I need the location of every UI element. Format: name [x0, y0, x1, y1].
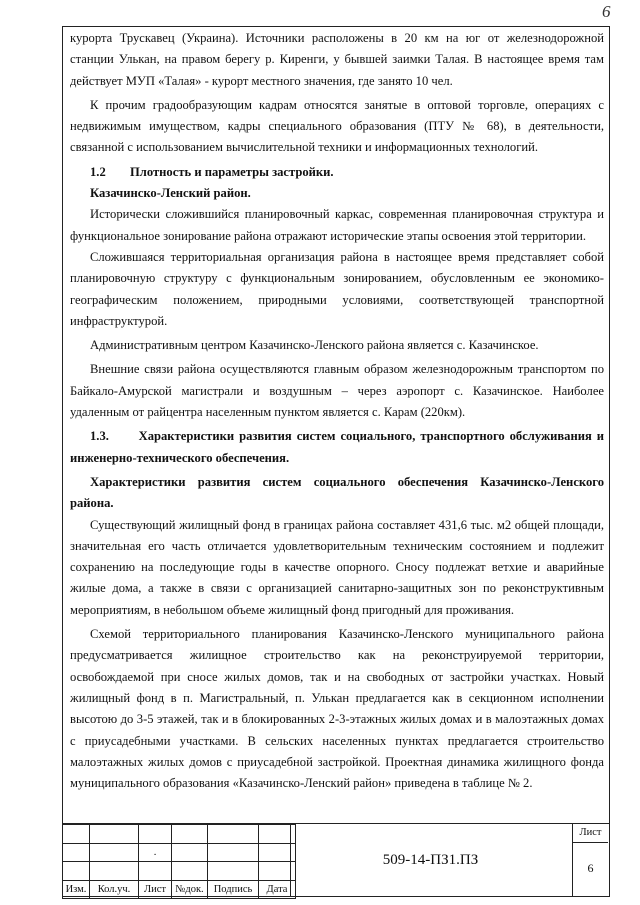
sheet-box — [572, 824, 608, 896]
paragraph-other-staff: К прочим градообразующим кадрам относятся занятые в оптовой торговле, операциях с недвижимым имуществом, кадры специального образования (ПТУ № 68), в деятельности, связанной с использованием вычислительной техники и информационных технологий. — [70, 97, 604, 155]
paragraph-admin-center: Административным центром Казачинско-Ленского района является с. Казачинское. — [90, 338, 539, 353]
section-title: Характеристики развития систем социального, транспортного обслуживания и инженерно-технического обеспечения. — [70, 429, 604, 465]
section-heading-1-2 — [70, 162, 604, 183]
section-number: 1.3. — [90, 429, 109, 444]
paragraph-external-links: Внешние связи района осуществляются главным образом железнодорожным транспортом по Байкало-Амурской магистрали и воздушным – через аэропорт с. Казачинское. Наиболее удаленным от райцентра населенным пунктом является с. Карам (220км). — [70, 362, 604, 420]
stamp-header-change: Изм. — [63, 880, 90, 899]
section-heading-1-3 — [70, 426, 604, 469]
document-body — [70, 28, 604, 794]
paragraph-housing-stock: Существующий жилищный фонд в границах района составляет 431,6 тыс. м2 общей площади, значительная его часть отличается удовлетворительным техническим состоянием и подлежит сохранению на последующие годы в качестве опорного. Сносу подлежат ветхие и аварийные жилые дома, а также в связи с организацией санитарно-защитных зон по реконструктивным мероприятиям, в небольшом объеме жилищный фонд пригодный для проживания. — [70, 517, 604, 617]
stamp-header-date: Дата — [259, 880, 296, 899]
stamp-dot: . — [139, 843, 172, 862]
document-code: 509-14-ПЗ1.ПЗ — [290, 824, 570, 896]
paragraph-resort: курорта Трускавец (Украина). Источники расположены в 20 км на юг от железнодорожной станции Улькан, на правом берегу р. Киренги, у бывшей заимки Талая. В настоящее время там действует МУП «Талая» - курорт местного значения, где занято 10 чел. — [70, 31, 604, 88]
sheet-label: Лист — [573, 824, 608, 843]
stamp-header-qty: Кол.уч. — [90, 880, 139, 899]
paragraph-housing-plan: Схемой территориального планирования Казачинско-Ленского муниципального района предусматривается жилищное строительство как на реконструируемой территории, освобождаемой при сносе жилых домов, так и на свободных от застройки участках. Новый жилищный фонд в п. Магистральный, п. Улькан предлагается как в секционном исполнении высотою до 3-5 этажей, так и в блокированных 2-3-этажных жилых домах и в малоэтажных домах с приусадебными участками. В сельских населенных пунктах предлагается строительство малоэтажных жилых домов с приусадебной застройкой. Проектная динамика жилищного фонда муниципального образования «Казачинско-Ленский район» приведена в таблице № 2. — [70, 627, 604, 791]
stamp-header-signature: Подпись — [208, 880, 259, 899]
handwritten-page-number: 6 — [602, 2, 611, 21]
district-subheading: Казачинско-Ленский район. — [90, 186, 251, 201]
section-title: Плотность и параметры застройки. — [130, 164, 334, 179]
revision-table — [62, 824, 296, 899]
paragraph-territorial-organization: Сложившаяся территориальная организация района в настоящее время представляет собой планировочную структуру с функциональным зонированием, обусловленным ее экономико-географическим положением, природными условиями, соответствующей транспортной инфраструктурой. — [70, 249, 604, 328]
sheet-number: 6 — [587, 861, 594, 875]
stamp-header-sheet: Лист — [139, 880, 172, 899]
section-number: 1.2 — [90, 164, 106, 179]
social-subheading: Характеристики развития систем социального обеспечения Казачинско-Ленского района. — [70, 474, 604, 511]
paragraph-planning-frame: Исторически сложившийся планировочный каркас, современная планировочная структура и функциональное зонирование района отражают исторические этапы освоения этой территории. — [70, 207, 604, 243]
stamp-header-docno: №док. — [172, 880, 208, 899]
title-block-stamp — [62, 823, 610, 897]
